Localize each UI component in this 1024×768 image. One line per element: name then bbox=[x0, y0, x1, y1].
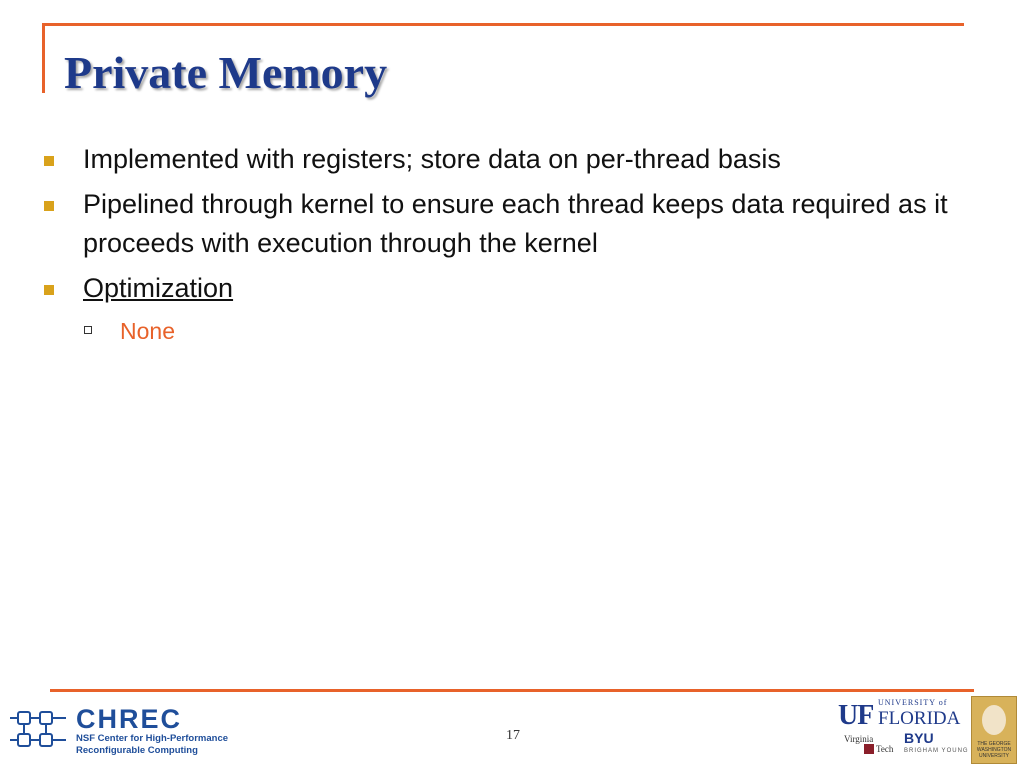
chrec-wordmark: CHREC bbox=[76, 704, 183, 734]
gwu-logo bbox=[971, 696, 1017, 764]
partner-logos bbox=[836, 696, 1020, 766]
sub-bullet-text: None bbox=[120, 318, 175, 344]
uf-university-text: UNIVERSITY of bbox=[878, 698, 948, 707]
optimization-heading: Optimization bbox=[83, 273, 234, 303]
top-accent-line bbox=[42, 23, 964, 26]
footer-accent-line bbox=[50, 689, 974, 692]
washington-portrait-icon bbox=[982, 705, 1006, 735]
chrec-subtitle-line2: Reconfigurable Computing bbox=[76, 745, 198, 756]
bullet-text: Implemented with registers; store data on per-thread basis bbox=[83, 144, 781, 174]
page-number: 17 bbox=[506, 728, 520, 743]
square-bullet-icon bbox=[44, 285, 54, 295]
square-bullet-icon bbox=[44, 201, 54, 211]
square-bullet-icon bbox=[44, 156, 54, 166]
bullet-item bbox=[44, 140, 984, 179]
vt-text-line2: Tech bbox=[876, 744, 894, 754]
left-accent-line bbox=[42, 23, 45, 93]
chrec-subtitle-line1: NSF Center for High-Performance bbox=[76, 733, 229, 744]
chrec-network-icon bbox=[10, 706, 72, 756]
chrec-logo bbox=[10, 700, 229, 760]
gwu-text: THE GEORGE WASHINGTON UNIVERSITY bbox=[976, 741, 1012, 759]
uf-logo-mark: UF bbox=[838, 700, 874, 731]
vt-text-line1: Virginia bbox=[844, 734, 874, 744]
byu-subtitle: BRIGHAM YOUNG bbox=[904, 748, 969, 754]
slide-title: Private Memory bbox=[64, 47, 388, 98]
uf-florida-text: FLORIDA bbox=[878, 708, 961, 729]
bullet-list bbox=[44, 140, 984, 348]
bullet-item bbox=[44, 185, 984, 263]
bullet-text: Pipelined through kernel to ensure each thread keeps data required as it proceeds with execution through the kernel bbox=[83, 189, 948, 258]
vt-emblem-icon bbox=[864, 744, 874, 754]
hollow-square-bullet-icon bbox=[84, 326, 92, 334]
sub-bullet-item bbox=[84, 314, 984, 348]
byu-logo: BYU bbox=[904, 730, 934, 746]
bullet-item bbox=[44, 269, 984, 308]
virginia-tech-logo bbox=[844, 734, 898, 764]
